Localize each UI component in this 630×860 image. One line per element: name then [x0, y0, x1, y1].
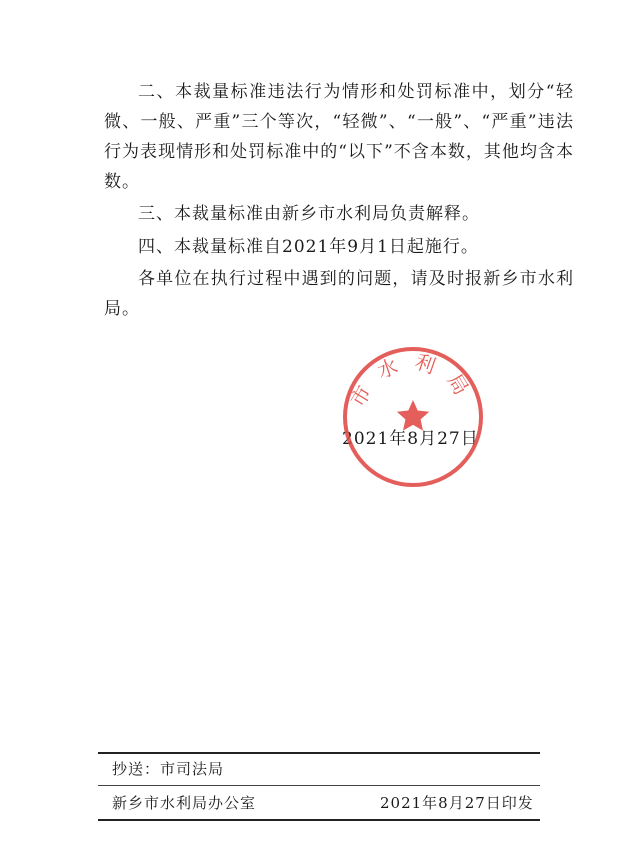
official-seal: [338, 342, 488, 492]
signature-date: 2021年8月27日: [342, 429, 479, 449]
paragraph-interpretation: 三、本裁量标准由新乡市水利局负责解释。: [138, 204, 480, 224]
paragraph-effective-date: 四、本裁量标准自2021年9月1日起施行。: [138, 237, 479, 257]
paragraph-severity-levels: 二、本裁量标准违法行为情形和处罚标准中，划分“轻微、一般、严重”三个等次，“轻微”、“一般”、“严重”违法行为表现情形和处罚标准中的“以下”不含本数，其他均含本数。: [104, 82, 574, 192]
footer-rule-middle: [98, 785, 540, 786]
seal-text: 市水利局: [345, 349, 481, 412]
cc-label: 抄送：: [112, 760, 161, 778]
footer-rule-top: [98, 752, 540, 754]
seal-star-icon: [397, 400, 429, 431]
cc-line: [112, 758, 224, 779]
footer-rule-bottom: [98, 819, 540, 821]
paragraph-report-issues: 各单位在执行过程中遇到的问题，请及时报新乡市水利局。: [104, 269, 574, 319]
issuer: 新乡市水利局办公室: [112, 794, 257, 812]
cc-recipient: 市司法局: [160, 760, 225, 778]
print-date: 2021年8月27日印发: [380, 794, 534, 812]
